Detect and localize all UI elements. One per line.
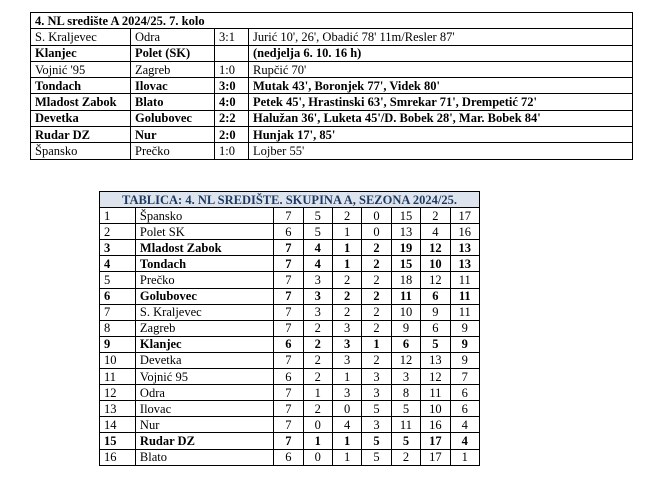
standing-team: Blato — [135, 449, 273, 465]
standing-played: 7 — [274, 304, 303, 320]
standing-team: Mladost Zabok — [135, 240, 273, 256]
standing-points: 4 — [450, 417, 479, 433]
standing-team: Polet SK — [135, 224, 273, 240]
standing-team: S. Kraljevec — [135, 304, 273, 320]
match-row — [31, 29, 633, 45]
standing-draws: 0 — [332, 401, 361, 417]
standing-points: 6 — [450, 401, 479, 417]
standing-team: Klanjec — [135, 336, 273, 352]
standing-losses: 5 — [362, 433, 391, 449]
standing-position: 5 — [100, 272, 136, 288]
standing-team: Ilovac — [135, 401, 273, 417]
match-row — [31, 94, 633, 110]
standing-position: 6 — [100, 288, 136, 304]
standing-draws: 2 — [332, 208, 361, 224]
standing-row — [100, 336, 480, 352]
standing-row — [100, 417, 480, 433]
match-score: 2:0 — [215, 127, 249, 143]
standing-played: 7 — [274, 320, 303, 336]
standing-position: 15 — [100, 433, 136, 449]
standing-draws: 2 — [332, 304, 361, 320]
match-row — [31, 78, 633, 94]
standing-wins: 2 — [303, 352, 332, 368]
standing-played: 7 — [274, 352, 303, 368]
standing-losses: 5 — [362, 401, 391, 417]
standing-row — [100, 256, 480, 272]
standing-points: 11 — [450, 304, 479, 320]
match-score: 1:0 — [215, 61, 249, 77]
standing-goals-against: 6 — [421, 288, 450, 304]
standing-losses: 2 — [362, 352, 391, 368]
standing-team: Nur — [135, 417, 273, 433]
standing-position: 3 — [100, 240, 136, 256]
standing-wins: 1 — [303, 433, 332, 449]
standing-draws: 3 — [332, 320, 361, 336]
match-row — [31, 127, 633, 143]
match-scorers: Jurić 10', 26', Obadić 78' 11m/Resler 87' — [249, 29, 633, 45]
standing-goals-for: 6 — [391, 336, 420, 352]
match-away-team: Zagreb — [131, 61, 215, 77]
standing-losses: 1 — [362, 336, 391, 352]
standing-team: Zagreb — [135, 320, 273, 336]
standing-goals-for: 18 — [391, 272, 420, 288]
standing-played: 7 — [274, 401, 303, 417]
standing-goals-against: 13 — [421, 352, 450, 368]
standing-team: Rudar DZ — [135, 433, 273, 449]
match-away-team: Polet (SK) — [131, 45, 215, 61]
standing-row — [100, 401, 480, 417]
standing-points: 9 — [450, 336, 479, 352]
match-away-team: Nur — [131, 127, 215, 143]
standing-wins: 2 — [303, 369, 332, 385]
standing-draws: 3 — [332, 385, 361, 401]
standing-draws: 1 — [332, 256, 361, 272]
results-table — [30, 12, 633, 160]
match-scorers: Halužan 36', Luketa 45'/D. Bobek 28', Mar. Bobek 84' — [249, 110, 633, 126]
match-scorers: Mutak 43', Boronjek 77', Videk 80' — [249, 78, 633, 94]
standing-position: 4 — [100, 256, 136, 272]
standing-goals-for: 13 — [391, 224, 420, 240]
standing-losses: 2 — [362, 256, 391, 272]
standing-row — [100, 208, 480, 224]
standing-wins: 2 — [303, 401, 332, 417]
match-scorers: Lojber 55' — [249, 143, 633, 159]
match-score: 2:2 — [215, 110, 249, 126]
match-scorers: Petek 45', Hrastinski 63', Smrekar 71', Drempetić 72' — [249, 94, 633, 110]
match-home-team: Mladost Zabok — [31, 94, 131, 110]
standing-losses: 5 — [362, 449, 391, 465]
standing-draws: 3 — [332, 352, 361, 368]
standing-wins: 4 — [303, 256, 332, 272]
standing-points: 9 — [450, 352, 479, 368]
standing-losses: 0 — [362, 208, 391, 224]
match-home-team: Klanjec — [31, 45, 131, 61]
standing-played: 7 — [274, 240, 303, 256]
match-score: 3:1 — [215, 29, 249, 45]
standing-wins: 1 — [303, 385, 332, 401]
standing-goals-for: 3 — [391, 369, 420, 385]
standing-goals-against: 12 — [421, 240, 450, 256]
standing-wins: 3 — [303, 304, 332, 320]
standing-points: 13 — [450, 240, 479, 256]
standing-goals-against: 6 — [421, 320, 450, 336]
standing-points: 16 — [450, 224, 479, 240]
standings-title-row — [100, 192, 480, 208]
standing-position: 13 — [100, 401, 136, 417]
standing-goals-for: 9 — [391, 320, 420, 336]
standing-goals-for: 5 — [391, 433, 420, 449]
standing-team: Špansko — [135, 208, 273, 224]
standing-played: 7 — [274, 288, 303, 304]
standing-row — [100, 369, 480, 385]
standing-row — [100, 352, 480, 368]
standing-wins: 3 — [303, 288, 332, 304]
standing-losses: 2 — [362, 320, 391, 336]
match-row — [31, 45, 633, 61]
standing-played: 7 — [274, 385, 303, 401]
standing-losses: 3 — [362, 385, 391, 401]
standing-goals-against: 4 — [421, 224, 450, 240]
standing-row — [100, 449, 480, 465]
standing-goals-against: 11 — [421, 385, 450, 401]
standing-wins: 3 — [303, 272, 332, 288]
standing-draws: 1 — [332, 449, 361, 465]
standing-team: Prečko — [135, 272, 273, 288]
standing-goals-against: 17 — [421, 433, 450, 449]
match-away-team: Odra — [131, 29, 215, 45]
standing-wins: 2 — [303, 336, 332, 352]
standing-played: 7 — [274, 272, 303, 288]
standing-team: Tondach — [135, 256, 273, 272]
standing-draws: 1 — [332, 224, 361, 240]
match-row — [31, 61, 633, 77]
standing-wins: 5 — [303, 224, 332, 240]
standing-points: 7 — [450, 369, 479, 385]
standing-goals-for: 12 — [391, 352, 420, 368]
standing-position: 12 — [100, 385, 136, 401]
match-home-team: Devetka — [31, 110, 131, 126]
match-scorers: Hunjak 17', 85' — [249, 127, 633, 143]
standing-points: 4 — [450, 433, 479, 449]
match-away-team: Blato — [131, 94, 215, 110]
standing-losses: 2 — [362, 272, 391, 288]
standing-wins: 2 — [303, 320, 332, 336]
standing-goals-against: 5 — [421, 336, 450, 352]
match-score: 3:0 — [215, 78, 249, 94]
standing-losses: 3 — [362, 417, 391, 433]
standing-goals-for: 11 — [391, 288, 420, 304]
match-home-team: Tondach — [31, 78, 131, 94]
match-away-team: Prečko — [131, 143, 215, 159]
standing-team: Golubovec — [135, 288, 273, 304]
standing-goals-for: 15 — [391, 256, 420, 272]
standing-position: 14 — [100, 417, 136, 433]
standing-goals-against: 9 — [421, 304, 450, 320]
standing-position: 10 — [100, 352, 136, 368]
standing-goals-against: 17 — [421, 449, 450, 465]
standing-goals-for: 8 — [391, 385, 420, 401]
standing-points: 9 — [450, 320, 479, 336]
match-scorers: Rupčić 70' — [249, 61, 633, 77]
match-away-team: Ilovac — [131, 78, 215, 94]
standing-row — [100, 385, 480, 401]
standing-played: 6 — [274, 336, 303, 352]
match-row — [31, 143, 633, 159]
standing-played: 6 — [274, 449, 303, 465]
standing-row — [100, 224, 480, 240]
match-score: 1:0 — [215, 143, 249, 159]
standing-losses: 0 — [362, 224, 391, 240]
standing-losses: 2 — [362, 240, 391, 256]
standing-wins: 0 — [303, 417, 332, 433]
standing-losses: 2 — [362, 304, 391, 320]
standing-wins: 5 — [303, 208, 332, 224]
standing-points: 1 — [450, 449, 479, 465]
standing-team: Devetka — [135, 352, 273, 368]
standing-row — [100, 320, 480, 336]
standing-draws: 2 — [332, 272, 361, 288]
match-scorers: (nedjelja 6. 10. 16 h) — [249, 45, 633, 61]
standing-goals-against: 12 — [421, 272, 450, 288]
standing-goals-for: 19 — [391, 240, 420, 256]
standing-played: 6 — [274, 224, 303, 240]
standing-draws: 4 — [332, 417, 361, 433]
standing-losses: 3 — [362, 369, 391, 385]
standing-row — [100, 272, 480, 288]
standing-goals-for: 15 — [391, 208, 420, 224]
standings-title: TABLICA: 4. NL SREDIŠTE. SKUPINA A, SEZONA 2024/25. — [100, 192, 480, 208]
standing-played: 7 — [274, 256, 303, 272]
match-away-team: Golubovec — [131, 110, 215, 126]
match-home-team: S. Kraljevec — [31, 29, 131, 45]
standing-losses: 2 — [362, 288, 391, 304]
standing-draws: 3 — [332, 336, 361, 352]
standing-position: 11 — [100, 369, 136, 385]
standing-draws: 1 — [332, 433, 361, 449]
standing-goals-against: 2 — [421, 208, 450, 224]
standing-goals-against: 12 — [421, 369, 450, 385]
match-home-team: Vojnić '95 — [31, 61, 131, 77]
standing-goals-for: 5 — [391, 401, 420, 417]
standing-goals-against: 10 — [421, 256, 450, 272]
standing-goals-against: 16 — [421, 417, 450, 433]
standing-points: 17 — [450, 208, 479, 224]
standing-goals-for: 2 — [391, 449, 420, 465]
standing-played: 6 — [274, 369, 303, 385]
standing-row — [100, 433, 480, 449]
standing-played: 7 — [274, 433, 303, 449]
standing-position: 16 — [100, 449, 136, 465]
standing-points: 6 — [450, 385, 479, 401]
match-home-team: Špansko — [31, 143, 131, 159]
standing-row — [100, 288, 480, 304]
standing-goals-for: 11 — [391, 417, 420, 433]
standing-position: 1 — [100, 208, 136, 224]
standing-goals-for: 10 — [391, 304, 420, 320]
standing-row — [100, 240, 480, 256]
standing-wins: 0 — [303, 449, 332, 465]
results-title-row — [31, 13, 633, 29]
standing-position: 9 — [100, 336, 136, 352]
standing-row — [100, 304, 480, 320]
match-row — [31, 110, 633, 126]
standings-table — [99, 191, 480, 466]
standing-points: 11 — [450, 272, 479, 288]
standing-played: 7 — [274, 208, 303, 224]
standing-wins: 4 — [303, 240, 332, 256]
match-score — [215, 45, 249, 61]
standing-played: 7 — [274, 417, 303, 433]
standing-goals-against: 10 — [421, 401, 450, 417]
standing-points: 11 — [450, 288, 479, 304]
standing-draws: 1 — [332, 369, 361, 385]
standing-draws: 2 — [332, 288, 361, 304]
match-home-team: Rudar DZ — [31, 127, 131, 143]
match-score: 4:0 — [215, 94, 249, 110]
standing-position: 7 — [100, 304, 136, 320]
standing-points: 13 — [450, 256, 479, 272]
standing-position: 2 — [100, 224, 136, 240]
standing-draws: 1 — [332, 240, 361, 256]
standing-position: 8 — [100, 320, 136, 336]
standing-team: Vojnić 95 — [135, 369, 273, 385]
results-title: 4. NL središte A 2024/25. 7. kolo — [31, 13, 633, 29]
standing-team: Odra — [135, 385, 273, 401]
